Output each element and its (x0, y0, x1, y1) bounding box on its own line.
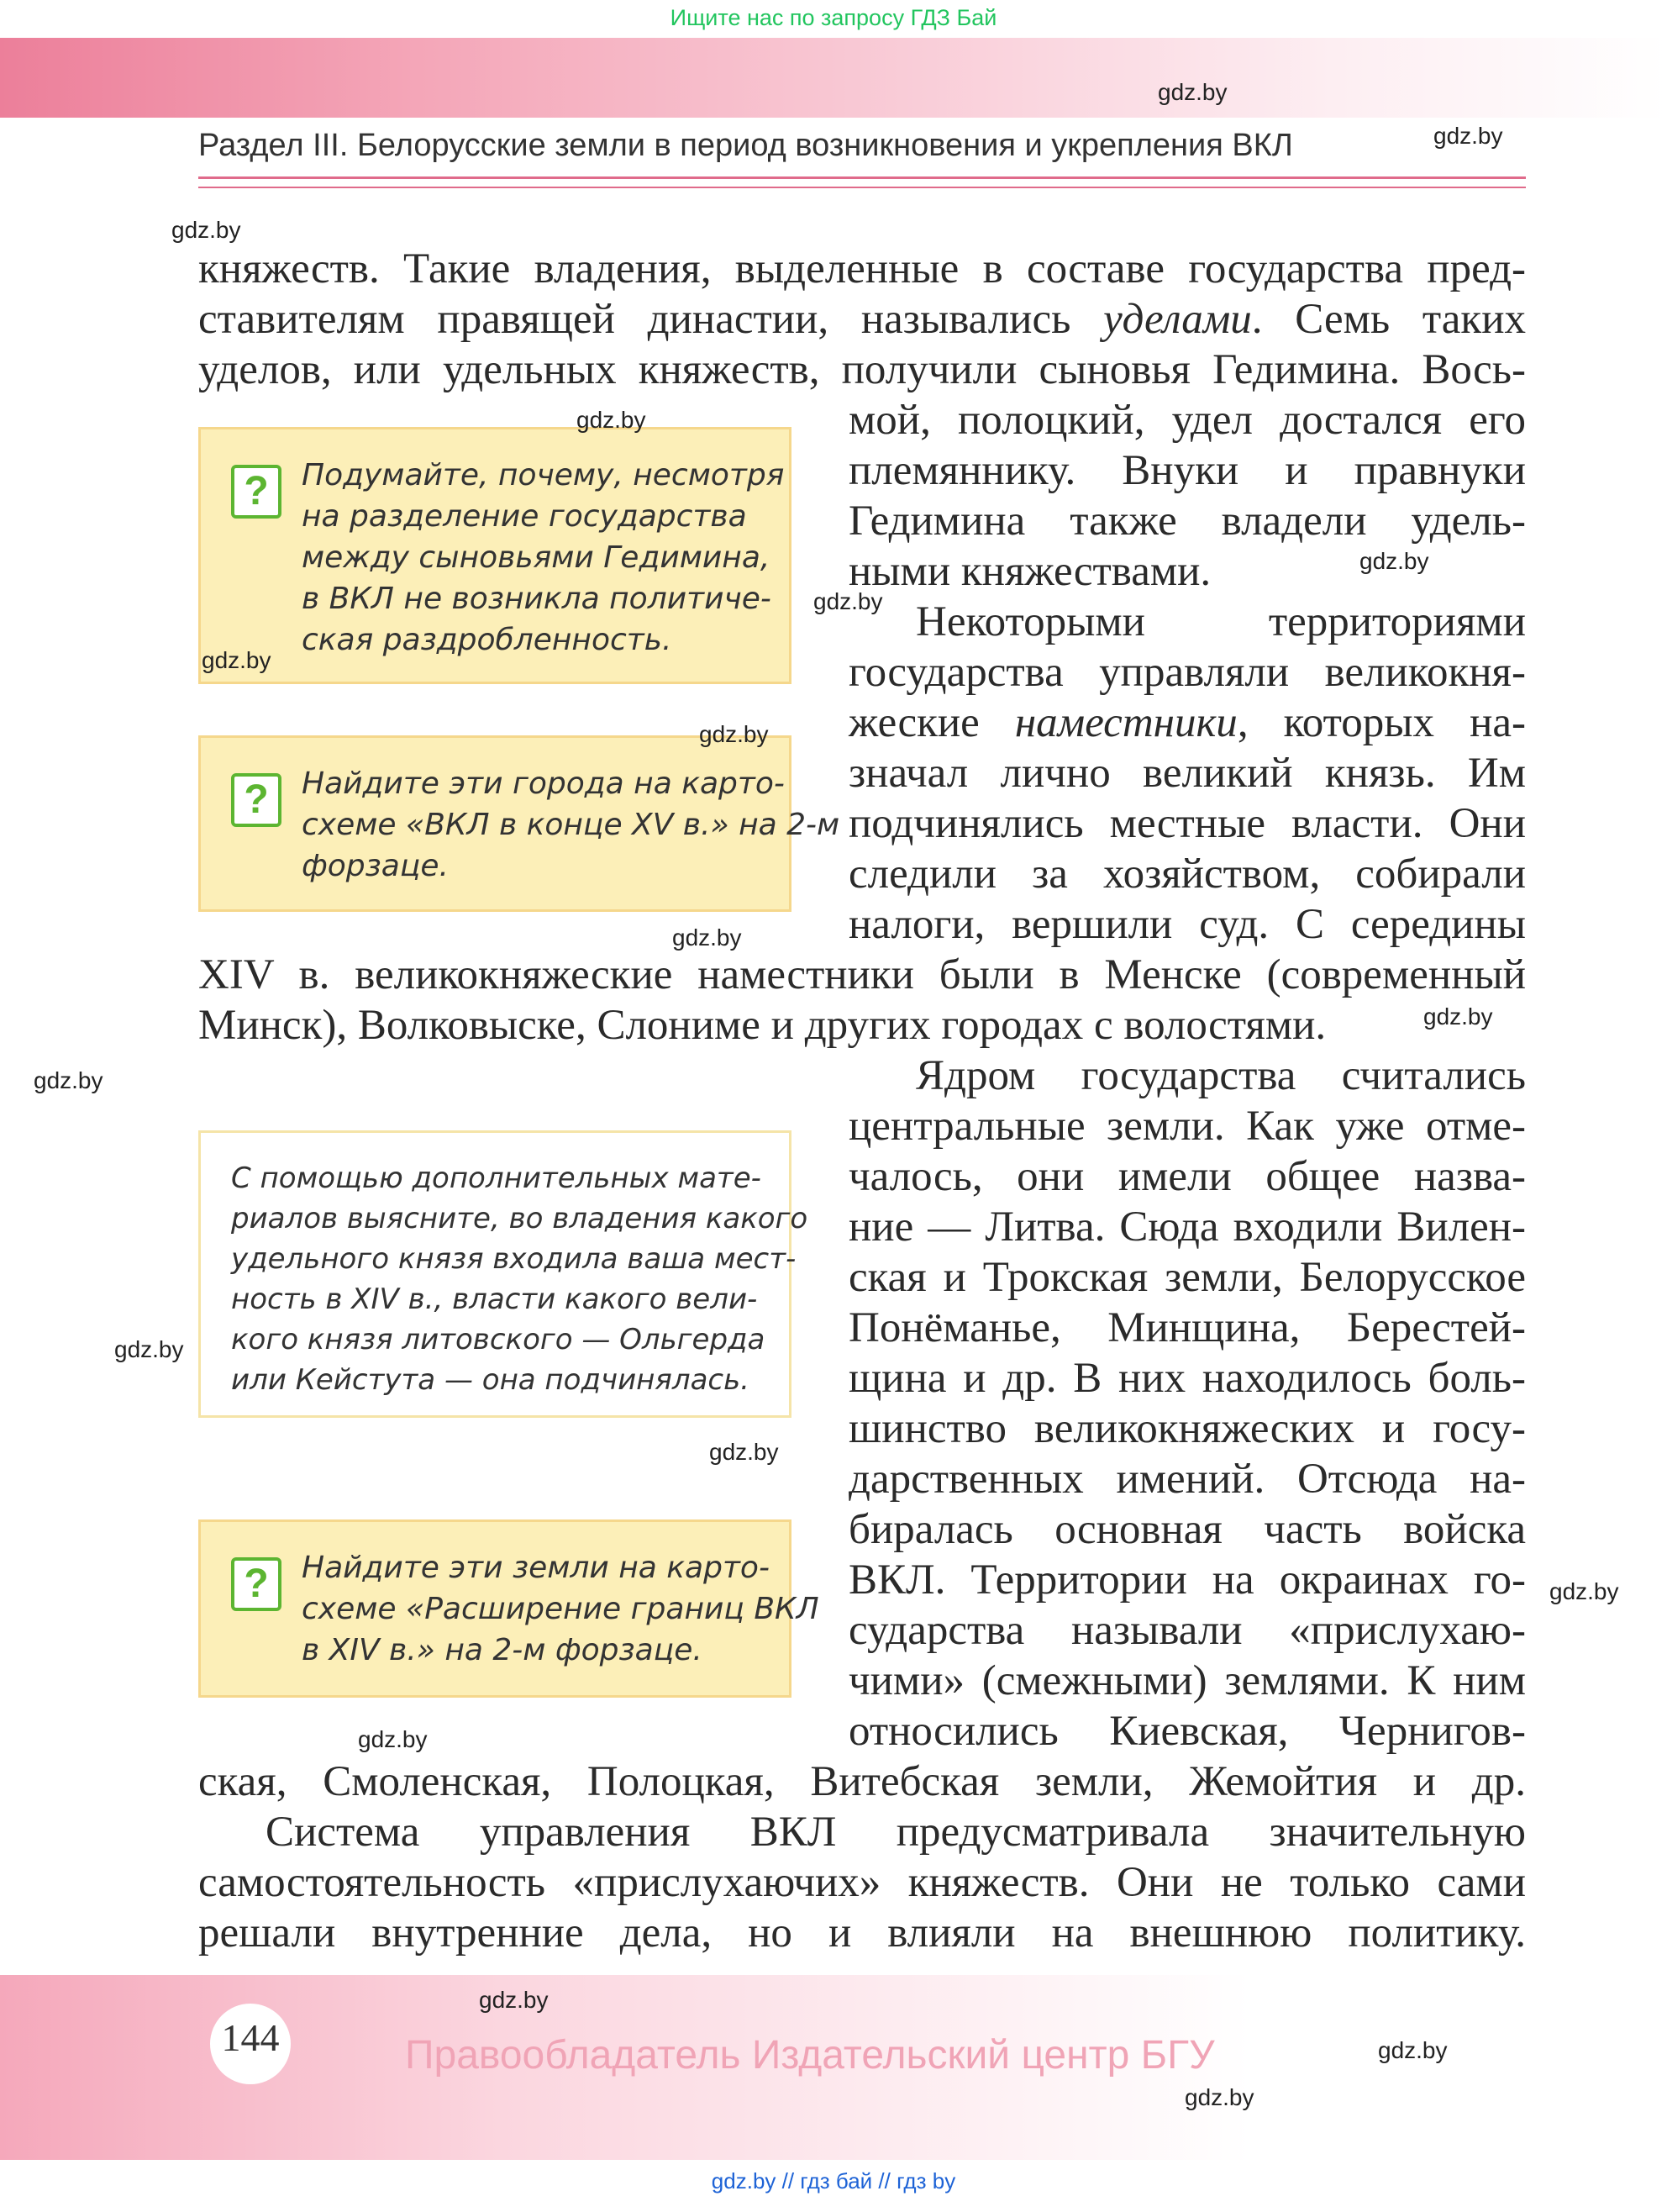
body-line: Система управления ВКЛ предусматривала значительную (266, 1809, 1526, 1856)
question-icon: ? (231, 465, 281, 519)
top-banner[interactable]: Ищите нас по запросу ГДЗ Бай (670, 5, 997, 30)
watermark: gdz.by (1185, 2084, 1254, 2110)
body-line: жеские наместники, которых на- (849, 699, 1526, 746)
body-line: ская, Смоленская, Полоцкая, Витебская земли, Жемойтия и др. (198, 1758, 1526, 1805)
page-number: 144 (221, 2016, 280, 2059)
body-line: Некоторыми территориями (916, 598, 1526, 645)
question-text: Найдите эти земли на карто- схеме «Расширение границ ВКЛ в XIV в.» на 2-м форзаце. (302, 1551, 819, 1667)
watermark: gdz.by (358, 1726, 428, 1752)
body-line: налоги, вершили суд. С середины (849, 901, 1526, 948)
body-line: центральные земли. Как уже отме- (849, 1103, 1526, 1150)
body-line: мой, полоцкий, удел достался его (849, 397, 1526, 444)
body-line: сударства называли «прислухаю- (849, 1607, 1526, 1654)
body-line: ными княжествами. (849, 548, 1212, 595)
body-line: княжеств. Такие владения, выделенные в составе государства пред- (198, 245, 1526, 292)
watermark: gdz.by (672, 924, 742, 951)
watermark: gdz.by (34, 1067, 103, 1093)
watermark: gdz.by (699, 721, 769, 747)
body-line: Понёманье, Минщина, Берестей- (849, 1304, 1526, 1351)
body-line: относились Киевская, Чернигов- (849, 1708, 1526, 1755)
body-line: ская и Трокская земли, Белорусское (849, 1254, 1526, 1301)
body-line: государства управляли великокня- (849, 649, 1526, 696)
question-box (198, 735, 840, 912)
body-line: Ядром государства считались (916, 1052, 1526, 1099)
body-line: чалось, они имели общее назва- (849, 1153, 1526, 1200)
watermark: gdz.by (202, 647, 271, 673)
body-line: чими» (смежными) землями. К ним (849, 1657, 1526, 1704)
watermark: gdz.by (813, 588, 883, 614)
running-head: Раздел III. Белорусские земли в период возникновения и укрепления ВКЛ (198, 128, 1293, 163)
task-text: С помощью дополнительных мате- риалов выясните, во владения какого удельного князя входила ваша мест- ность в XIV в., власти какого вели- кого князя литовского — Ольгерда или Кейстута — она подчинялась. (231, 1161, 808, 1397)
body-line: следили за хозяйством, собирали (849, 851, 1526, 898)
question-icon: ? (231, 773, 281, 827)
watermark: gdz.by (479, 1987, 549, 2013)
body-line: ВКЛ. Территории на окраинах го- (849, 1556, 1526, 1604)
body-line: уделов, или удельных княжеств, получили сыновья Гедимина. Вось- (198, 346, 1526, 393)
question-box (198, 427, 791, 684)
body-line: шинство великокняжеских и госу- (849, 1405, 1526, 1452)
question-box (198, 1519, 819, 1698)
watermark: gdz.by (114, 1336, 184, 1362)
body-line: ние — Литва. Сюда входили Вилен- (849, 1203, 1526, 1251)
header-rule (198, 187, 1526, 188)
watermark: gdz.by (1158, 79, 1228, 105)
body-line: щина и др. В них находилось боль- (849, 1355, 1526, 1402)
watermark: gdz.by (1378, 2037, 1448, 2063)
watermark: gdz.by (709, 1439, 779, 1465)
question-icon: ? (231, 1557, 281, 1611)
question-text: Найдите эти города на карто- схеме «ВКЛ в конце XV в.» на 2-м форзаце. (302, 766, 840, 883)
body-line: XIV в. великокняжеские наместники были в Менске (современный (198, 951, 1526, 998)
body-line: самостоятельность «прислухаючих» княжеств. Они не только сами (198, 1859, 1526, 1906)
watermark: gdz.by (576, 407, 646, 433)
body-line: ставителям правящей династии, назывались уделами. Семь таких (198, 296, 1526, 343)
body-line: биралась основная часть войска (849, 1506, 1526, 1553)
body-line: дарственных имений. Отсюда на- (849, 1456, 1526, 1503)
body-line: решали внутренние дела, но и влияли на внешнюю политику. (198, 1909, 1526, 1957)
header-rule (198, 176, 1526, 179)
body-line: Гедимина также владели удель- (849, 498, 1526, 545)
copyright-notice: Правообладатель Издательский центр БГУ (405, 2033, 1215, 2078)
footer-links[interactable]: gdz.by // гдз бай // гдз by (711, 2168, 956, 2194)
watermark: gdz.by (1423, 1003, 1493, 1030)
task-box (198, 1130, 808, 1418)
watermark: gdz.by (1359, 548, 1429, 574)
body-line: племяннику. Внуки и правнуки (849, 447, 1526, 494)
body-line: подчинялись местные власти. Они (849, 800, 1526, 847)
body-line: Минск), Волковыске, Слониме и других городах с волостями. (198, 1002, 1327, 1049)
header-band (0, 38, 1667, 118)
body-line: значал лично великий князь. Им (849, 750, 1526, 797)
question-text: Подумайте, почему, несмотря на разделение государства между сыновьями Гедимина, в ВКЛ не возникла политиче- ская раздробленность. (302, 458, 785, 657)
watermark: gdz.by (1433, 123, 1503, 149)
watermark: gdz.by (171, 217, 241, 243)
watermark: gdz.by (1549, 1578, 1619, 1604)
